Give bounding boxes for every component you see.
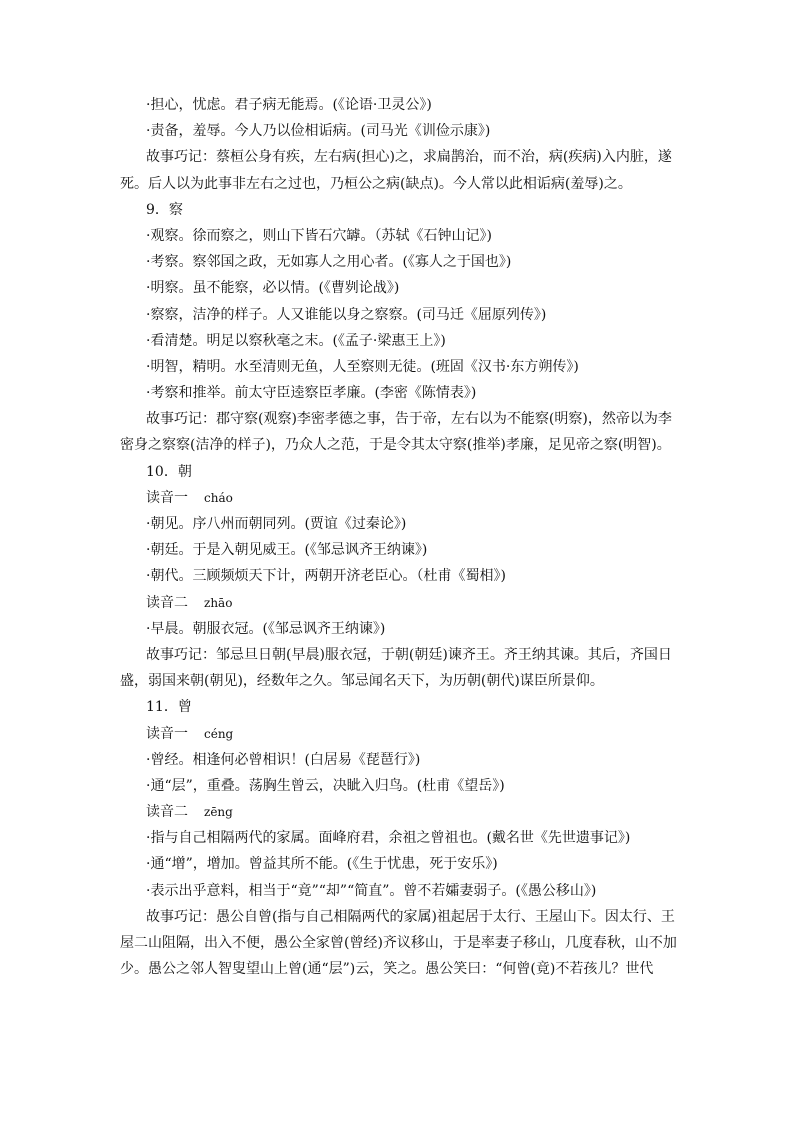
- definition-line: [120, 747, 680, 773]
- line-text: ·通“层”，重叠。荡胸生曾云，决眦入归鸟。(杜甫《望岳》): [146, 777, 505, 794]
- line-text: 故事巧记：愚公自曾(指与自己相隔两代的家属)祖起居于太行、王屋山下。因太行、王: [146, 908, 675, 925]
- definition-line: [120, 563, 680, 589]
- line-text: 读音一: [146, 489, 188, 506]
- pinyin-label: zēng: [204, 805, 233, 820]
- definition-line: [120, 223, 680, 249]
- definition-line: [120, 328, 680, 354]
- story-continuation-line: [120, 432, 680, 458]
- line-text: ·担心，忧虑。君子病无能焉。(《论语·卫灵公》): [146, 97, 432, 113]
- line-text: ·朝见。序八州而朝同列。(贾谊《过秦论》): [146, 516, 407, 532]
- story-paragraph-line: [120, 642, 680, 668]
- line-text: 故事巧记：郡守察(观察)李密孝德之事，告于帝，左右以为不能察(明察)，然帝以为李: [146, 411, 672, 428]
- entry-heading: [120, 459, 680, 485]
- story-paragraph-line: [120, 144, 680, 170]
- line-text: 死。后人以为此事非左右之过也，乃桓公之病(缺点)。今人常以此相诟病(羞辱)之。: [120, 175, 632, 192]
- definition-line: [120, 249, 680, 275]
- line-text: 11．曾: [146, 699, 192, 716]
- story-paragraph-line: [120, 904, 680, 930]
- line-text: ·看清楚。明足以察秋毫之末。(《孟子·梁惠王上》): [146, 332, 446, 349]
- reading-label: [120, 721, 680, 747]
- line-text: 读音一: [146, 725, 188, 742]
- line-text: ·考察。察邻国之政，无如寡人之用心者。(《寡人之于国也》): [146, 254, 512, 271]
- story-continuation-line: [120, 668, 680, 694]
- line-text: ·早晨。朝服衣冠。(《邹忌讽齐王纳谏》): [146, 620, 386, 637]
- story-continuation-line: [120, 171, 680, 197]
- line-text: ·表示出乎意料，相当于“竟”“却”“简直”。曾不若孀妻弱子。(《愚公移山》): [146, 882, 597, 899]
- definition-line: [120, 302, 680, 328]
- line-text: ·明察。虽不能察，必以情。(《曹刿论战》): [146, 280, 400, 297]
- reading-label: [120, 485, 680, 511]
- definition-line: [120, 773, 680, 799]
- line-text: 故事巧记：邹忌旦日朝(早晨)服衣冠，于朝(朝廷)谏齐王。齐王纳其谏。其后，齐国日: [146, 646, 672, 663]
- pinyin-label: zhāo: [204, 595, 233, 610]
- story-continuation-line: [120, 956, 680, 982]
- line-text: ·通“增”，增加。曾益其所不能。(《生于忧患，死于安乐》): [146, 856, 498, 873]
- document-page: [120, 92, 680, 982]
- definition-line: [120, 380, 680, 406]
- line-text: ·朝代。三顾频烦天下计，两朝开济老臣心。（杜甫《蜀相》): [146, 568, 506, 585]
- line-text: ·观察。徐而察之，则山下皆石穴罅。（苏轼《石钟山记》): [146, 227, 492, 244]
- line-text: 少。愚公之邻人智叟望山上曾(通“层”)云，笑之。愚公笑曰：“何曾(竟)不若孩儿？世代: [120, 961, 654, 978]
- story-continuation-line: [120, 930, 680, 956]
- line-text: 屋二山阻隔，出入不便，愚公全家曾(曾经)齐议移山，于是率妻子移山，几度春秋，山不加: [120, 935, 677, 951]
- reading-label: [120, 590, 680, 616]
- definition-line: [120, 616, 680, 642]
- entry-heading: [120, 694, 680, 720]
- definition-line: [120, 118, 680, 144]
- definition-line: [120, 851, 680, 877]
- pinyin-label: céng: [204, 726, 234, 741]
- pinyin-label: cháo: [204, 490, 233, 505]
- line-text: 10．朝: [146, 463, 192, 480]
- line-text: 密身之察察(洁净的样子)，乃众人之范，于是令其太守察(推举)孝廉，足见帝之察(明智)。: [120, 437, 671, 454]
- definition-line: [120, 511, 680, 537]
- definition-line: [120, 537, 680, 563]
- line-text: 读音二: [146, 594, 188, 611]
- line-text: ·责备，羞辱。今人乃以俭相诟病。(司马光《训俭示康》): [146, 123, 491, 140]
- line-text: ·曾经。相逢何必曾相识！(白居易《琵琶行》): [146, 751, 421, 768]
- definition-line: [120, 354, 680, 380]
- entry-heading: [120, 197, 680, 223]
- reading-label: [120, 799, 680, 825]
- definition-line: [120, 92, 680, 118]
- line-text: 读音二: [146, 804, 188, 821]
- definition-line: [120, 878, 680, 904]
- definition-line: [120, 275, 680, 301]
- line-text: ·朝廷。于是入朝见威王。(《邹忌讽齐王纳谏》): [146, 542, 428, 559]
- line-text: ·指与自己相隔两代的家属。面峰府君，余祖之曾祖也。(戴名世《先世遗事记》): [146, 830, 631, 847]
- line-text: ·考察和推举。前太守臣逵察臣孝廉。(李密《陈情表》): [146, 385, 477, 402]
- definition-line: [120, 825, 680, 851]
- line-text: 故事巧记：蔡桓公身有疾，左右病(担心)之，求扁鹊治，而不治，病(疾病)入内脏，遂: [146, 149, 672, 166]
- story-paragraph-line: [120, 406, 680, 432]
- line-text: 9．察: [146, 201, 183, 218]
- line-text: ·察察，洁净的样子。人又谁能以身之察察。(司马迁《屈原列传》): [146, 306, 547, 323]
- line-text: ·明智，精明。水至清则无鱼，人至察则无徒。(班固《汉书·东方朔传》): [146, 358, 579, 375]
- line-text: 盛，弱国来朝(朝见)，经数年之久。邹忌闻名天下，为历朝(朝代)谋臣所景仰。: [120, 673, 604, 690]
